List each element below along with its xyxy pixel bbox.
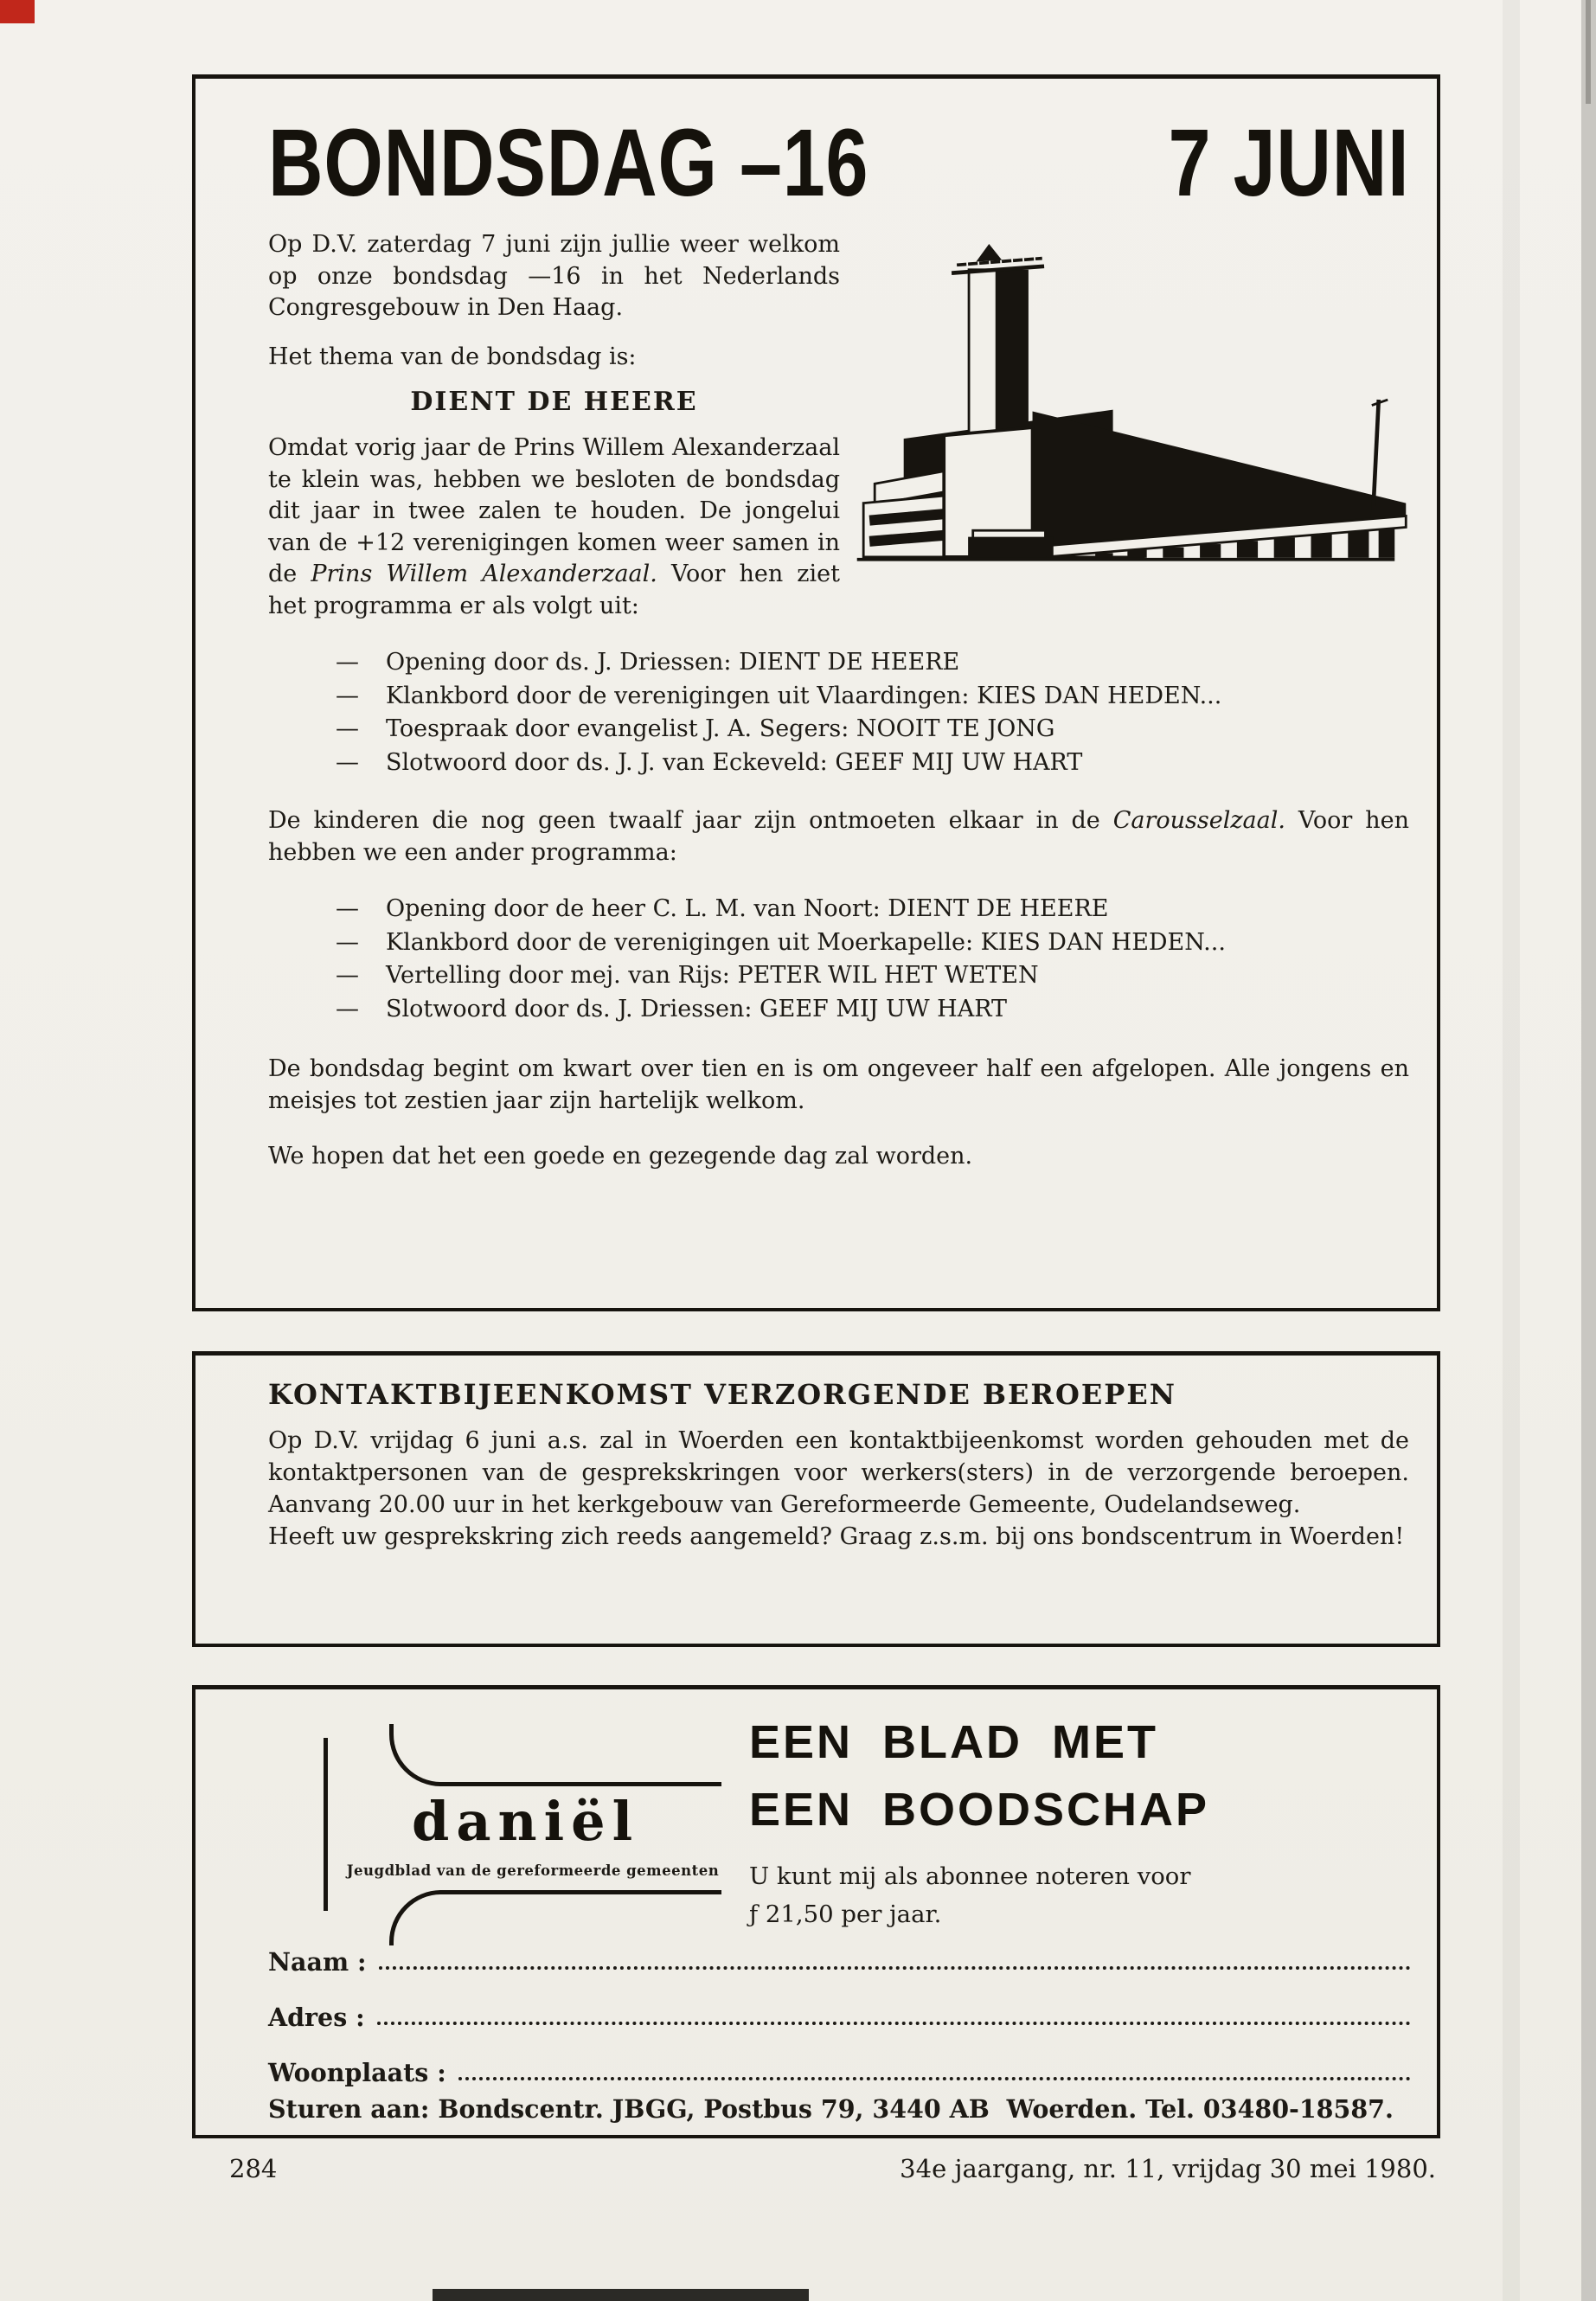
ad-headline-line1: EEN BLAD MET	[749, 1716, 1158, 1768]
article-date: 7 JUNI	[1168, 109, 1409, 216]
intro-paragraph: Op D.V. zaterdag 7 juni zijn jullie weer welkom op onze bondsdag —16 in het Nederlands Congresgebouw in Den Haag.	[268, 231, 840, 321]
building-drawing	[854, 221, 1409, 591]
congresgebouw-illustration	[854, 221, 1409, 591]
body-text-italic: Prins Willem Alexanderzaal.	[311, 561, 657, 587]
kids-text-before: De kinderen die nog geen twaalf jaar zijn ontmoeten elkaar in de	[268, 807, 1113, 834]
program-item	[336, 713, 1409, 747]
scanner-edge-dark-mark	[1586, 0, 1591, 104]
send-to-line: Sturen aan: Bondscentr. JBGG, Postbus 79, 3440 AB Woerden. Tel. 03480-18587.	[268, 2094, 1394, 2124]
coupon-field-adres	[268, 1977, 1411, 2032]
program-item-text: Opening door ds. J. Driessen: DIENT DE HEERE	[386, 649, 960, 676]
program-item-text: Klankbord door de verenigingen uit Moerkapelle: KIES DAN HEDEN...	[386, 928, 1226, 956]
program-item-text: Klankbord door de verenigingen uit Vlaardingen: KIES DAN HEDEN...	[386, 682, 1222, 709]
theme-title: DIENT DE HEERE	[410, 387, 698, 417]
kontakt-paragraph-2: Heeft uw gesprekskring zich reeds aangemeld? Graag z.s.m. bij ons bondscentrum in Woerden!	[268, 1523, 1405, 1550]
program-item	[336, 926, 1409, 960]
coupon-leader-line	[377, 2022, 1411, 2025]
daniel-logo-subtitle: Jeugdblad van de gereformeerde gemeenten	[346, 1862, 720, 1879]
coupon-leader-line	[458, 2077, 1411, 2080]
kontakt-paragraph-1: Op D.V. vrijdag 6 juni a.s. zal in Woerden een kontaktbijeenkomst worden gehouden met de kontaktpersonen van de gesprekskringen voor werkers(sters) in de verzorgende beroepen. Aanvang 20.00 uur in het kerkgebouw van Gereformeerde Gemeente, Oudelandseweg.	[268, 1427, 1409, 1518]
body-text-after: Voor hen ziet het programma er als volgt uit:	[268, 561, 840, 619]
program-list-12plus	[336, 646, 1409, 779]
dash-bullet-icon: —	[336, 649, 359, 676]
program-item	[336, 680, 1409, 714]
issue-info: 34e jaargang, nr. 11, vrijdag 30 mei 1980.	[900, 2154, 1436, 2183]
program-item-text: Slotwoord door ds. J. J. van Eckeveld: GEEF MIJ UW HART	[386, 748, 1083, 776]
page-number: 284	[229, 2154, 278, 2183]
program-item-text: Slotwoord door ds. J. Driessen: GEEF MIJ UW HART	[386, 995, 1008, 1022]
closing-paragraph-1: De bondsdag begint om kwart over tien en is om ongeveer half een afgelopen. Alle jongens en meisjes tot zestien jaar zijn hartelijk welkom.	[268, 1055, 1409, 1114]
article-title-row	[268, 101, 1409, 216]
kontakt-box	[192, 1351, 1440, 1647]
subscription-coupon	[268, 1921, 1411, 2124]
dash-bullet-icon: —	[336, 895, 359, 922]
daniel-ad-box	[192, 1685, 1440, 2138]
theme-label: Het thema van de bondsdag is:	[268, 343, 637, 370]
dash-bullet-icon: —	[336, 715, 359, 742]
bottom-scan-bar	[433, 2289, 809, 2301]
coupon-label: Woonplaats :	[268, 2058, 446, 2087]
program-item-text: Opening door de heer C. L. M. van Noort: DIENT DE HEERE	[386, 895, 1109, 922]
program-item-text: Toespraak door evangelist J. A. Segers: NOOIT TE JONG	[386, 715, 1055, 742]
dash-bullet-icon: —	[336, 748, 359, 776]
article-title: BONDSDAG –16	[268, 109, 869, 216]
coupon-label: Adres :	[268, 2003, 365, 2032]
dash-bullet-icon: —	[336, 995, 359, 1022]
daniel-logo-bar	[324, 1738, 328, 1911]
dash-bullet-icon: —	[336, 962, 359, 989]
scanner-edge-band	[1581, 0, 1596, 2301]
dash-bullet-icon: —	[336, 682, 359, 709]
program-list-kids	[336, 893, 1409, 1026]
program-item	[336, 959, 1409, 993]
coupon-field-naam	[268, 1921, 1411, 1977]
subscription-offer-line2: ƒ 21,50 per jaar.	[749, 1900, 942, 1928]
kids-text-after: Voor hen hebben we een ander programma:	[268, 807, 1409, 866]
subscription-offer-line1: U kunt mij als abonnee noteren voor	[749, 1862, 1191, 1890]
bondsdag-article-box	[192, 74, 1440, 1311]
coupon-label: Naam :	[268, 1947, 367, 1977]
body-text-before: Omdat vorig jaar de Prins Willem Alexanderzaal te klein was, hebben we besloten de bondsdag dit jaar in twee zalen te houden. De jongelui van de +12 verenigingen komen weer samen in de	[268, 434, 840, 587]
kids-paragraph	[268, 805, 1409, 868]
program-item	[336, 646, 1409, 680]
coupon-leader-line	[379, 1966, 1411, 1970]
kontakt-title: KONTAKTBIJEENKOMST VERZORGENDE BEROEPEN	[268, 1378, 1176, 1411]
program-item-text: Vertelling door mej. van Rijs: PETER WIL HET WETEN	[386, 962, 1039, 989]
scan-shadow-band	[1503, 0, 1520, 2301]
page-footer	[229, 2154, 1436, 2183]
red-corner-scan-mark	[0, 0, 35, 23]
coupon-field-woonplaats	[268, 2032, 1411, 2087]
ad-headline-line2: EEN BOODSCHAP	[749, 1784, 1210, 1836]
closing-paragraph-2: We hopen dat het een goede en gezegende dag zal worden.	[268, 1143, 973, 1170]
dash-bullet-icon: —	[336, 928, 359, 956]
program-item	[336, 993, 1409, 1027]
daniel-logo-name: daniël	[412, 1790, 640, 1853]
program-item	[336, 747, 1409, 780]
program-item	[336, 893, 1409, 926]
daniel-logo-top-rule	[389, 1724, 721, 1786]
kids-text-italic: Carousselzaal.	[1112, 807, 1285, 834]
